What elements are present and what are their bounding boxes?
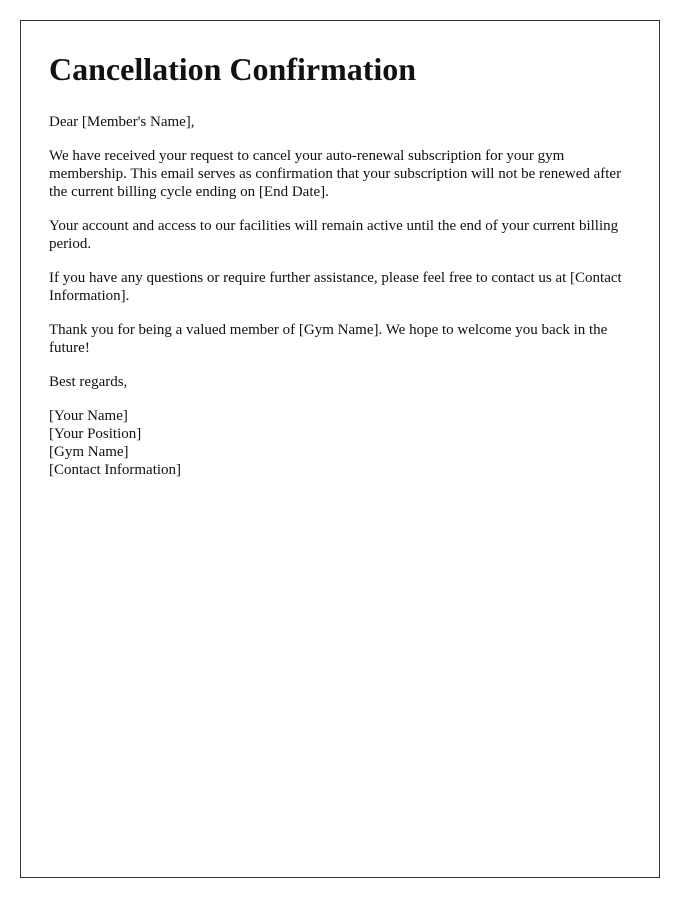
signature-contact: [Contact Information]	[49, 462, 182, 478]
body-paragraph-access: Your account and access to our facilities will remain active until the end of your current billing period.	[49, 218, 619, 252]
closing: Best regards,	[49, 374, 128, 390]
salutation: Dear [Member's Name],	[49, 114, 195, 130]
body-paragraph-confirmation: We have received your request to cancel your auto-renewal subscription for your gym membership. This email serves as confirmation that your subscription will not be renewed after the current billing cycle ending on [End Date].	[49, 148, 622, 200]
letter-page	[20, 20, 660, 878]
body-paragraph-thanks: Thank you for being a valued member of [Gym Name]. We hope to welcome you back in the future!	[49, 322, 608, 356]
signature-name: [Your Name]	[49, 408, 128, 424]
body-paragraph-contact: If you have any questions or require further assistance, please feel free to contact us at [Contact Information].	[49, 270, 622, 304]
signature-gym: [Gym Name]	[49, 444, 129, 460]
letter-title: Cancellation Confirmation	[49, 51, 417, 87]
signature-block	[49, 407, 631, 479]
signature-position: [Your Position]	[49, 426, 142, 442]
